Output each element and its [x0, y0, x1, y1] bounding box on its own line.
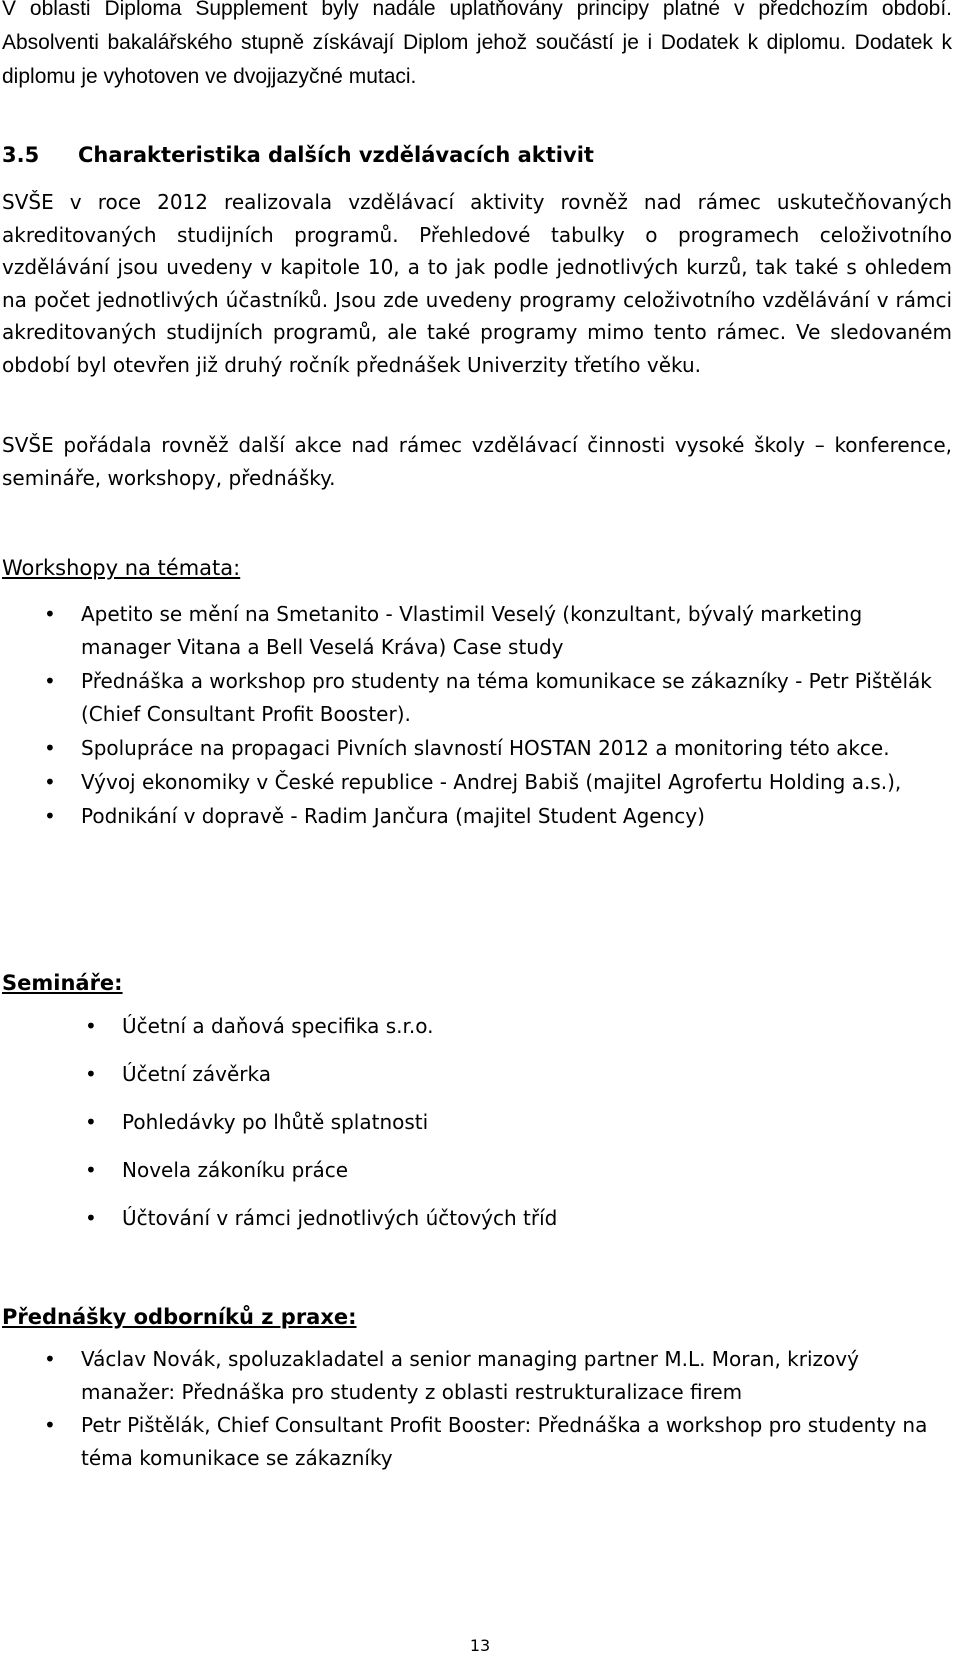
list-item-text: Václav Novák, spoluzakladatel a senior managing partner M.L. Moran, krizový manažer: Přednáška pro studenty z oblasti restrukturalizace firem: [81, 1347, 859, 1404]
bullet-glyph: •: [44, 770, 56, 794]
list-item-text: Vývoj ekonomiky v České republice - Andrej Babiš (majitel Agrofertu Holding a.s.),: [81, 770, 902, 794]
section-heading: [2, 139, 594, 171]
bullet-glyph: •: [44, 669, 56, 693]
page-number: 13: [469, 1636, 491, 1655]
bullet-glyph: •: [85, 1206, 97, 1230]
list-item-text: Apetito se mění na Smetanito - Vlastimil Veselý (konzultant, bývalý marketing manager Vitana a Bell Veselá Kráva) Case study: [81, 602, 863, 659]
seminars-heading: Semináře:: [2, 971, 123, 995]
lectures-list: [44, 1343, 951, 1475]
bullet-glyph: •: [44, 602, 56, 626]
bullet-glyph: •: [44, 736, 56, 760]
list-item-text: Účetní závěrka: [122, 1062, 271, 1086]
list-item-text: Pohledávky po lhůtě splatnosti: [122, 1110, 429, 1134]
list-item-text: Účtování v rámci jednotlivých účtových tříd: [122, 1206, 558, 1230]
bullet-glyph: •: [85, 1014, 97, 1038]
bullet-glyph: •: [85, 1158, 97, 1182]
list-item: [44, 732, 951, 765]
paragraph-other-events: SVŠE pořádala rovněž další akce nad rámec vzdělávací činnosti vysoké školy – konference, semináře, workshopy, přednášky.: [2, 433, 952, 490]
bullet-glyph: •: [85, 1062, 97, 1086]
paragraph-education-activities: SVŠE v roce 2012 realizovala vzdělávací aktivity rovněž nad rámec uskutečňovaných akreditovaných studijních programů. Přehledové tabulky o programech celoživotního vzdělávání jsou uvedeny v kapitole 10, a to jak podle jednotlivých kurzů, tak také s ohledem na počet jednotlivých účastníků. Jsou zde uvedeny programy celoživotního vzdělávání v rámci akreditovaných studijních programů, ale také programy mimo tento rámec. Ve sledovaném období byl otevřen již druhý ročník přednášek Univerzity třetího věku.: [2, 190, 952, 377]
list-item: [85, 1106, 922, 1138]
list-item: [85, 1010, 922, 1042]
list-item-text: Účetní a daňová specifika s.r.o.: [122, 1014, 434, 1038]
section-title: Charakteristika dalších vzdělávacích aktivit: [78, 143, 594, 167]
lectures-heading: Přednášky odborníků z praxe:: [2, 1305, 357, 1329]
intro-paragraph: V oblasti Diploma Supplement byly nadále uplatňovány principy platné v předchozím období. Absolventi bakalářského stupně získávají Diplom jehož součástí je i Dodatek k diplomu. Dodatek k diplomu je vyhotoven ve dvojjazyčné mutaci.: [2, 0, 952, 88]
list-item: [44, 1409, 951, 1475]
list-item: [85, 1154, 922, 1186]
list-item: [44, 766, 951, 799]
workshops-list: [44, 598, 951, 834]
list-item: [44, 1343, 951, 1409]
bullet-glyph: •: [85, 1110, 97, 1134]
list-item: [44, 598, 951, 664]
seminars-list: [85, 1010, 922, 1250]
list-item-text: Spolupráce na propagaci Pivních slavností HOSTAN 2012 a monitoring této akce.: [81, 736, 890, 760]
list-item: [44, 800, 951, 833]
list-item: [85, 1058, 922, 1090]
workshops-heading: Workshopy na témata:: [2, 556, 241, 580]
list-item-text: Novela zákoníku práce: [122, 1158, 349, 1182]
bullet-glyph: •: [44, 1413, 56, 1437]
list-item-text: Petr Pištělák, Chief Consultant Profit Booster: Přednáška a workshop pro studenty na téma komunikace se zákazníky: [81, 1413, 928, 1470]
list-item-text: Podnikání v dopravě - Radim Jančura (majitel Student Agency): [81, 804, 705, 828]
bullet-glyph: •: [44, 1347, 56, 1371]
list-item-text: Přednáška a workshop pro studenty na téma komunikace se zákazníky - Petr Pištělák (Chief Consultant Profit Booster).: [81, 669, 932, 726]
section-number: 3.5: [2, 143, 40, 167]
list-item: [85, 1202, 922, 1234]
list-item: [44, 665, 951, 731]
bullet-glyph: •: [44, 804, 56, 828]
